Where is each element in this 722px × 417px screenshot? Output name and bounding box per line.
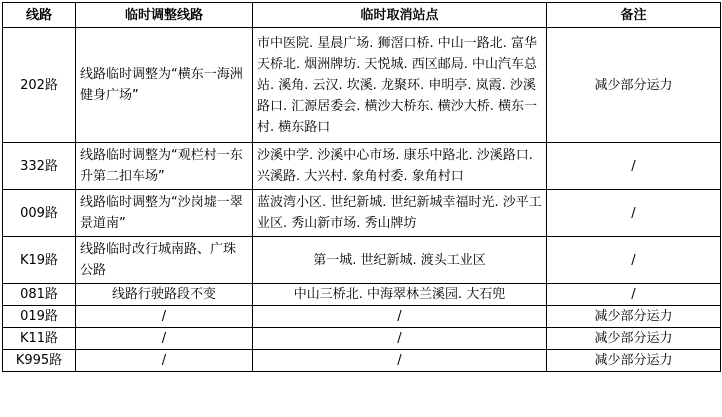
notes-cell: 减少部分运力 bbox=[547, 350, 721, 372]
adjusted-route-cell: 线路临时改行城南路、广珠公路 bbox=[76, 237, 253, 284]
cancelled-stops-cell: 第一城. 世纪新城. 渡头工业区 bbox=[253, 237, 547, 284]
table-row bbox=[3, 237, 721, 284]
adjusted-route-cell: / bbox=[76, 328, 253, 350]
adjusted-route-cell: / bbox=[76, 350, 253, 372]
route-cell: 019路 bbox=[3, 306, 76, 328]
adjusted-route-cell: 线路行驶路段不变 bbox=[76, 284, 253, 306]
adjusted-route-cell: 线路临时调整为“观栏村一东升第二扣车场” bbox=[76, 143, 253, 190]
route-adjustment-table bbox=[2, 2, 721, 372]
route-cell: 202路 bbox=[3, 28, 76, 143]
header-adjusted-route: 临时调整线路 bbox=[76, 3, 253, 28]
header-cancelled-stops: 临时取消站点 bbox=[253, 3, 547, 28]
notes-cell: / bbox=[547, 143, 721, 190]
cancelled-stops-cell: / bbox=[253, 306, 547, 328]
table-row bbox=[3, 143, 721, 190]
cancelled-stops-cell: 市中医院. 星晨广场. 狮滘口桥. 中山一路北. 富华天桥北. 烟洲牌坊. 天悦城. 西区邮局. 中山汽车总站. 溪角. 云汉. 坎溪. 龙聚环. 申明亭. 岚霞. 沙溪路口. 汇源居委会. 横沙大桥东. 横沙大桥. 横东一村. 横东路口 bbox=[253, 28, 547, 143]
route-cell: 009路 bbox=[3, 190, 76, 237]
adjusted-route-cell: / bbox=[76, 306, 253, 328]
route-cell: K995路 bbox=[3, 350, 76, 372]
cancelled-stops-cell: / bbox=[253, 350, 547, 372]
route-cell: K19路 bbox=[3, 237, 76, 284]
table-row bbox=[3, 328, 721, 350]
cancelled-stops-cell: 蓝波湾小区. 世纪新城. 世纪新城幸福时光. 沙平工业区. 秀山新市场. 秀山牌坊 bbox=[253, 190, 547, 237]
header-route: 线路 bbox=[3, 3, 76, 28]
route-cell: 081路 bbox=[3, 284, 76, 306]
table-header-row bbox=[3, 3, 721, 28]
cancelled-stops-cell: 沙溪中学. 沙溪中心市场. 康乐中路北. 沙溪路口. 兴溪路. 大兴村. 象角村委. 象角村口 bbox=[253, 143, 547, 190]
table-row bbox=[3, 190, 721, 237]
adjusted-route-cell: 线路临时调整为“沙岗墟一翠景道南” bbox=[76, 190, 253, 237]
table-row bbox=[3, 28, 721, 143]
notes-cell: / bbox=[547, 284, 721, 306]
table-row bbox=[3, 284, 721, 306]
notes-cell: 减少部分运力 bbox=[547, 328, 721, 350]
header-notes: 备注 bbox=[547, 3, 721, 28]
table-row bbox=[3, 306, 721, 328]
cancelled-stops-cell: 中山三桥北. 中海翠林兰溪园. 大石兜 bbox=[253, 284, 547, 306]
route-cell: 332路 bbox=[3, 143, 76, 190]
notes-cell: / bbox=[547, 237, 721, 284]
notes-cell: 减少部分运力 bbox=[547, 28, 721, 143]
route-cell: K11路 bbox=[3, 328, 76, 350]
notes-cell: / bbox=[547, 190, 721, 237]
notes-cell: 减少部分运力 bbox=[547, 306, 721, 328]
adjusted-route-cell: 线路临时调整为“横东一海洲健身广场” bbox=[76, 28, 253, 143]
cancelled-stops-cell: / bbox=[253, 328, 547, 350]
table-row bbox=[3, 350, 721, 372]
